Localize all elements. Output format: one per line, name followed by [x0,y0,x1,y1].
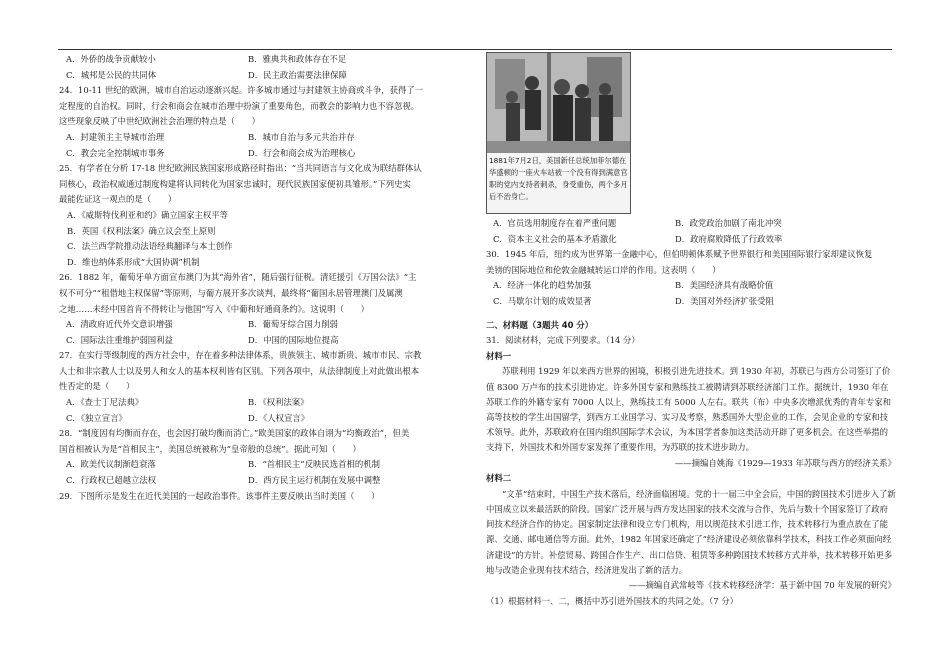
material-two-source: ——摘编自武常岐等《技术转移经济学：基于新中国 70 年发展的研究》 [628,579,896,590]
left-column [59,52,474,504]
right-column [486,52,896,609]
q26-line: 之地……未经中国首肯不得转让与他国”写入《中葡和好通商条约》。这说明（ ） [59,303,369,314]
q30-stem [486,247,896,278]
header-rule [58,49,892,50]
q25-stem [59,161,474,208]
q26-option-a[interactable]: A．清政府近代外交意识增强 [66,319,173,330]
q27-option-c[interactable]: C．《独立宣言》 [66,412,127,423]
q29-option-b[interactable]: B．政党政治加剧了南北冲突 [675,218,782,228]
q26-option-b[interactable]: B．葡萄牙综合国力削弱 [248,319,338,330]
q28-stem [59,426,474,457]
material-two-label: 材料二 [486,473,512,484]
q27-line: 性否定的是（ ） [59,381,135,392]
q28-option-c[interactable]: C．行政权已超越立法权 [66,475,157,486]
q26-line: 权不可分”“租借地主权保留”等原则，与葡方展开多次谈判，最终将“葡国永居管理澳门及属澳 [59,287,403,298]
q28-option-b[interactable]: B．“首相民主”反映民选首相的机制 [248,459,380,470]
q29-option-c[interactable]: C．资本主义社会的基本矛盾激化 [493,233,617,244]
q31-subquestion-1: （1）根据材料一、二，概括中苏引进外国技术的共同之处。（7 分） [486,595,738,606]
section-title: 二、材料题（3题共 40 分） [486,319,594,330]
q29-stem: 29．下图所示是发生在近代美国的一起政治事件。该事件主要反映出当时美国（ ） [59,490,380,501]
q27-line: 人士和非宗教人士以及男人和女人的基本权利皆有区别。下列各项中，从法律制度上对此做出根本 [59,365,420,376]
q30-option-b[interactable]: B．美国经济具有战略价值 [675,280,774,291]
q27-option-a[interactable]: A．《查士丁尼法典》 [66,397,144,408]
q26-line: 26．1882 年，葡萄牙单方面宣布澳门为其“海外省”，随后强行征税。清廷援引《万国公法》“主 [59,272,417,283]
q30-option-d[interactable]: D．美国对外经济扩张受阻 [675,295,774,306]
q24-option-a[interactable]: A．封建领主主导城市治理 [66,131,165,142]
q26-stem [59,270,474,317]
q28-option-a[interactable]: A．欧美代议制渐趋衰落 [66,459,156,470]
q27-option-d[interactable]: D．《人权宣言》 [248,412,310,423]
q26-option-d[interactable]: D．中国的国际地位提高 [248,334,339,345]
q24-option-c[interactable]: C．教会完全控制城市事务 [66,147,165,158]
q24-stem [59,83,474,130]
q24-line: 定程度的自治权。同时，行会和商会在城市治理中扮演了重要角色，而教会的影响力也不容忽视。 [59,100,420,111]
q28-line: 国首相被认为是“首相民主”，美国总统被称为“皇帝般的总统”。据此可知（ ） [59,443,361,454]
material-one-source: ——摘编自姚海《1929—1933 年苏联与西方的经济关系》 [674,457,896,468]
q29-option-a[interactable]: A．官员选用制度存在着严重问题 [493,218,617,228]
q25-line: 同核心，政治权威通过制度构建将认同转化为国家忠诚时，现代民族国家便初具雏形。”下列史实 [59,178,411,189]
q25-line: 最能佐证这一观点的是（ ） [59,194,177,205]
garfield-assassination-photo [486,52,631,214]
q26-option-c[interactable]: C．国际法注重维护弱国利益 [66,334,173,345]
material-one-text: 苏联利用 1929 年以来西方世界的困境，积极引进先进技术。到 1930 年初，苏联已与西方公司签订了价值 8300 万卢布的技术引进协定。许多外国专家和熟练技工被聘请到苏联经济部门工作。据统计，1930 年在苏联工作的外籍专家有 7000 人以上，熟练技工有 5000 人左右。联共（布）中央多次增派优秀的青年专家和高等技校的学生出国留学，到西方工业国学习、实习及考察，熟悉国外大型企业的工作，会见企业的专家和技术领导。此外，苏联政府在国内组织国际学术会议，为本国学者参加这类活动开辟了更多机会。在这些举措的支持下，外国技术和外国专家发挥了重要作用，为苏联的技术进步助力。 [486,366,892,453]
q25-option-d[interactable]: D．维也纳体系形成“大国协调”机制 [67,256,200,267]
q23-option-a[interactable]: A．外侨的战争贡献较小 [66,54,156,64]
q23-option-b[interactable]: B．雅典共和政体存在不足 [248,54,347,64]
q24-option-d[interactable]: D．行会和商会成为治理核心 [248,147,356,158]
q25-option-c[interactable]: C．法兰西学院推动法语经典翻译与本土创作 [67,241,233,252]
photo-caption: 1881年7月2日，美国新任总统加菲尔德在华盛顿的一座火车站被一个没有得到满意官职的党内支持者刺杀，身受重伤，两个多月后不治身亡。 [487,153,630,213]
q28-option-d[interactable]: D．西方民主运行机制在发展中调整 [248,475,381,486]
q23-options-row2 [59,68,474,84]
q30-line: 美镑的国际地位和伦敦金融城转运口岸的作用。这表明（ ） [486,264,721,275]
material-one-label: 材料一 [486,350,512,361]
q23-option-d[interactable]: D．民主政治需要法律保障 [248,69,347,80]
q25-option-b[interactable]: B．英国《权利法案》确立议会至上原则 [67,225,216,236]
q31-intro: 31．阅读材料，完成下列要求。（14 分） [486,335,640,346]
q24-option-b[interactable]: B．城市自治与多元共治并存 [248,131,355,142]
q23-option-c[interactable]: C．城邦是公民的共同体 [66,69,157,80]
q23-options-row1 [59,52,474,68]
q28-line: 28．“制度因有均衡而存在，也会因打破均衡而消亡。”欧美国家的政体自诩为“均衡政治”，但美 [59,428,410,439]
material-two-text: “文革”结束时，中国生产技术落后，经济面临困境。党的十一届三中全会后，中国的跨国技术引进步入了新中国成立以来最活跃的阶段。国家广泛开展与西方发达国家的技术交流与合作，先后与数十个国家签订了政府间技术经济合作的协定。国家制定法律和设立专门机构，用以规范技术引进工作，技术转移行为重点放在了能源、交通、邮电通信等方面。此外，1982 年国家还确定了“经济建设必须依靠科学技术，科技工作必须面向经济建设”的方针。补偿贸易、跨国合作生产、出口信贷、租赁等多种跨国技术转移方式并举，技术转移开始更多地与改造企业现有技术结合，经济迸发出了新的活力。 [486,488,896,575]
q24-line: 这些现象反映了中世纪欧洲社会治理的特点是（ ） [59,116,260,127]
q25-option-a[interactable]: A．《威斯特伐利亚和约》确立国家主权平等 [67,209,228,220]
q24-line: 24．10-11 世纪的欧洲，城市自治运动逐渐兴起。许多城市通过与封建领主协商或斗争，获得了一 [59,85,424,96]
q30-option-a[interactable]: A．经济一体化的趋势加强 [493,280,592,291]
q29-option-d[interactable]: D．政府腐败降低了行政效率 [675,233,783,244]
q27-line: 27．在实行等级制度的西方社会中，存在着多种法律体系，贵族领主、城市新贵、城市市民、宗教 [59,350,422,361]
q30-line: 30．1945 年后，纽约成为世界第一金融中心，但伯明顿体系赋予世界银行和美国国际银行家却建议恢复 [486,249,873,260]
q25-line: 25．有学者在分析 17-18 世纪欧洲民族国家形成路径时指出：“当共同语言与文化成为联结群体认 [59,163,422,174]
q27-stem [59,348,474,395]
q27-option-b[interactable]: B．《权利法案》 [248,397,309,408]
q30-option-c[interactable]: C．马歇尔计划的成效显著 [493,295,592,306]
